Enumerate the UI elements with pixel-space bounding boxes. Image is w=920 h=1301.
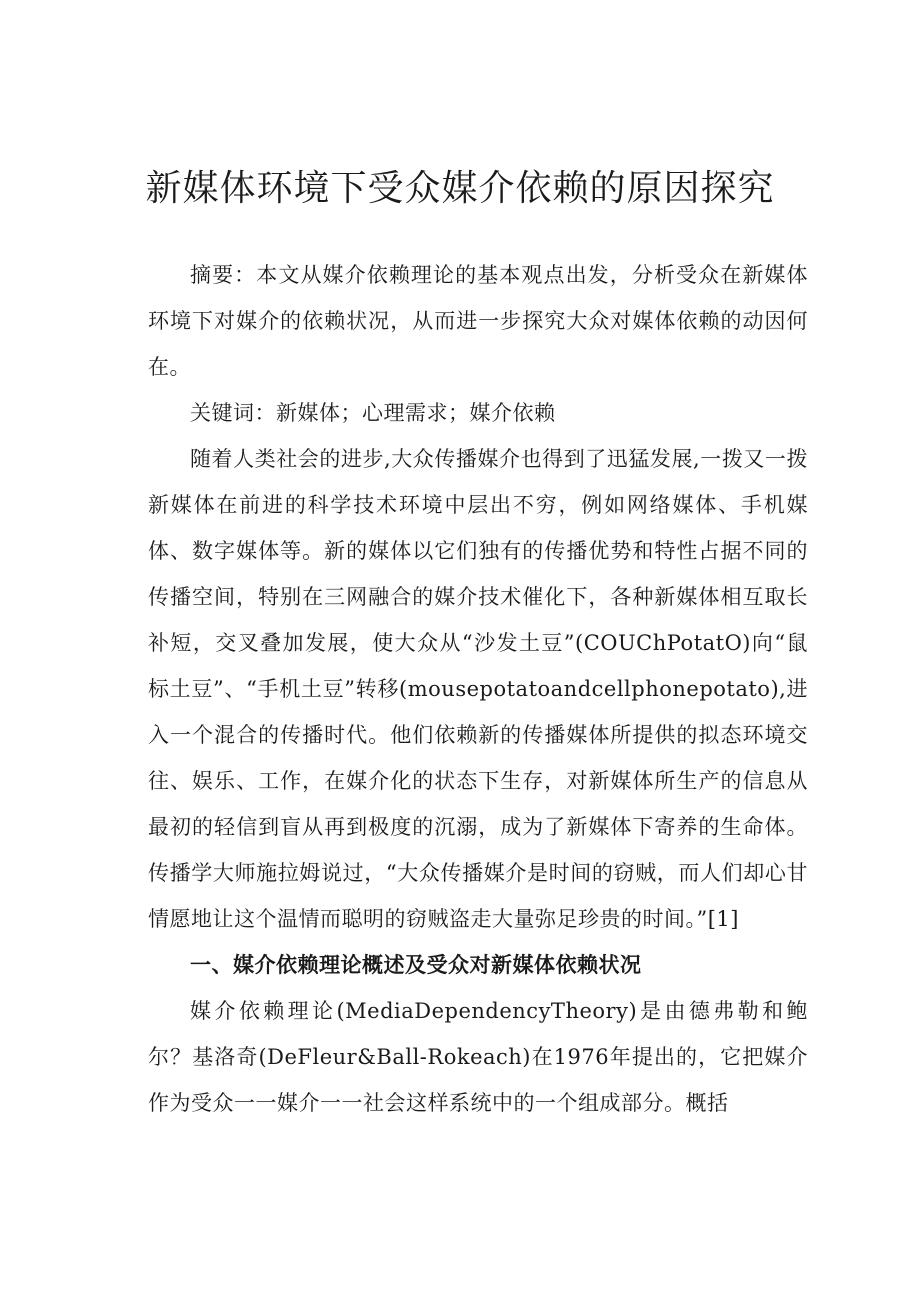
abstract-paragraph: 摘要：本文从媒介依赖理论的基本观点出发，分析受众在新媒体环境下对媒介的依赖状况，从而进一步探究大众对媒体依赖的动因何在。 <box>148 263 808 379</box>
section-paragraph: 媒介依赖理论(MediaDependencyTheory)是由德弗勒和鲍尔？基洛奇(DeFleur&Ball-Rokeach)在1976年提出的，它把媒介作为受众一一媒介一一社会这样系统中的一个组成部分。概括 <box>148 999 808 1115</box>
section-heading: 一、媒介依赖理论概述及受众对新媒体依赖状况 <box>190 953 642 977</box>
document-body <box>148 252 808 1126</box>
keywords-paragraph: 关键词：新媒体；心理需求；媒介依赖 <box>190 401 556 425</box>
document-title: 新媒体环境下受众媒介依赖的原因探究 <box>145 168 775 209</box>
intro-paragraph: 随着人类社会的进步,大众传播媒介也得到了迅猛发展,一拨又一拨新媒体在前进的科学技术环境中层出不穷，例如网络媒体、手机媒体、数字媒体等。新的媒体以它们独有的传播优势和特性占据不同的传播空间，特别在三网融合的媒介技术催化下，各种新媒体相互取长补短，交叉叠加发展，使大众从“沙发土豆”(COUChPotatO)向“鼠标土豆”、“手机土豆”转移(mousepotatoandcellphonepotato),进入一个混合的传播时代。他们依赖新的传播媒体所提供的拟态环境交往、娱乐、工作，在媒介化的状态下生存，对新媒体所生产的信息从最初的轻信到盲从再到极度的沉溺，成为了新媒体下寄养的生命体。传播学大师施拉姆说过，“大众传播媒介是时间的窃贼，而人们却心甘情愿地让这个温情而聪明的窃贼盗走大量弥足珍贵的时间。”[1] <box>148 447 808 931</box>
